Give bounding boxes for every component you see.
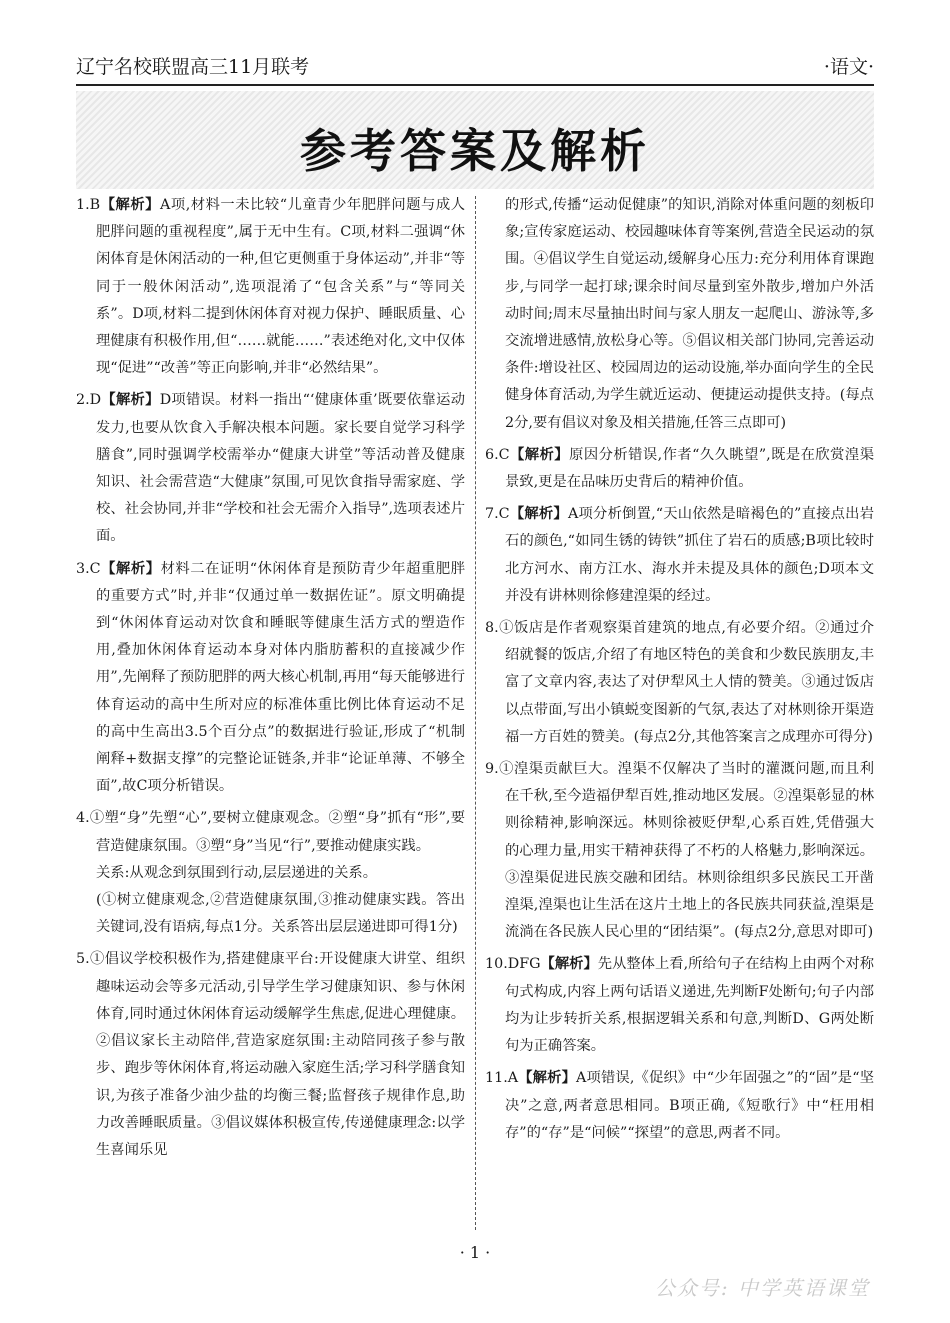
answer-item-5-continued: 的形式,传播“运动促健康”的知识,消除对体重问题的刻板印象;宣传家庭运动、校园趣味体育等案例,营造全民运动的氛围。④倡议学生自觉运动,缓解身心压力:充分利用体育课跑步,与同学一起打球;课余时间尽量到室外散步,增加户外活动时间;周末尽量抽出时间与家人朋友一起爬山、游泳等,多交流增进感情,放松身心等。⑤倡议相关部门协同,完善运动条件:增设社区、校园周边的运动设施,举办面向学生的全民健身体育活动,为学生就近运动、便捷运动提供支持。(每点2分,要有倡议对象及相关措施,任答三点即可) xyxy=(505,197,874,431)
answer-number: 4. xyxy=(76,810,90,827)
analysis-tag: 【解析】 xyxy=(100,560,161,577)
answer-item-2 xyxy=(76,387,465,550)
column-divider xyxy=(475,196,476,1230)
answer-number: 9. xyxy=(485,761,499,778)
exam-title: 辽宁名校联盟高三11月联考 xyxy=(76,56,310,78)
page-header xyxy=(76,50,874,86)
answer-item-1 xyxy=(76,192,465,382)
answer-item-9 xyxy=(485,756,874,946)
analysis-tag: 【解析】 xyxy=(540,956,598,973)
answer-text: D项错误。材料一指出“‘健康体重’既要依靠运动发力,也要从饮食入手解决根本问题。家长要自觉学习科学膳食”,同时强调学校需举办“健康大讲堂”等活动普及健康知识、社会需营造“大健康”氛围,可见饮食指导需家庭、学校、社会协同,并非“学校和社会无需介入指导”,选项表述片面。 xyxy=(96,392,466,545)
answer-item-11 xyxy=(485,1065,874,1147)
subject-label: ·语文· xyxy=(823,56,874,78)
analysis-tag: 【解析】 xyxy=(509,446,570,463)
analysis-tag: 【解析】 xyxy=(509,506,568,523)
answer-item-10 xyxy=(485,951,874,1060)
answer-text: A项分析倒置,“天山依然是暗褐色的”直接点出岩石的颜色,“如同生锈的铸铁”抓住了岩石的质感;B项比较时北方河水、南方江水、海水并未提及具体的颜色;D项本文并没有讲林则徐修建湟渠的经过。 xyxy=(505,506,874,604)
answer-text: A项,材料一未比较“儿童青少年肥胖问题与成人肥胖问题的重视程度”,属于无中生有。C项,材料二强调“休闲体育是休闲活动的一种,但它更侧重于身体运动”,并非“等同于一般休闲活动”,选项混淆了“包含关系”与“等同关系”。D项,材料二提到休闲体育对视力保护、睡眠质量、心理健康有积极作用,但“……就能……”表述绝对化,文中仅体现“促进”“改善”等正向影响,并非“必然结果”。 xyxy=(96,197,466,377)
title-banner xyxy=(76,91,874,189)
answer-number: 1.B xyxy=(76,197,101,213)
answer-item-5 xyxy=(76,946,465,1164)
answer-number: 11.A xyxy=(485,1070,519,1087)
answer-number: 2.D xyxy=(76,392,102,409)
right-column xyxy=(485,192,874,1152)
answer-text: A项错误,《促织》中“少年固强之”的“固”是“坚决”之意,两者意思相同。B项正确,《短歌行》中“枉用相存”的“存”是“问候”“探望”的意思,两者不同。 xyxy=(505,1070,874,1141)
answer-text: ①塑“身”先塑“心”,要树立健康观念。②塑“身”抓有“形”,要营造健康氛围。③塑“身”当见“行”,要推动健康实践。 xyxy=(89,810,465,854)
answer-relation: 关系:从观念到氛围到行动,层层递进的关系。 xyxy=(96,864,378,881)
answer-text: 先从整体上看,所给句子在结构上由两个对称句式构成,内容上两句话语义递进,先判断F处断句;句子内部均为让步转折关系,根据逻辑关系和句意,判断D、G两处断句为正确答案。 xyxy=(505,956,875,1055)
answer-number: 5. xyxy=(76,951,90,968)
answer-item-7 xyxy=(485,501,874,610)
answer-item-6 xyxy=(485,442,874,496)
analysis-tag: 【解析】 xyxy=(101,392,160,409)
answer-number: 8. xyxy=(485,620,499,637)
answer-item-4 xyxy=(76,805,465,941)
analysis-tag: 【解析】 xyxy=(100,197,161,213)
answer-number: 6.C xyxy=(485,446,510,463)
answer-text: ①饭店是作者观察渠首建筑的地点,有必要介绍。②通过介绍就餐的饭店,介绍了有地区特色的美食和少数民族朋友,丰富了文章内容,表达了对伊犁风土人情的赞美。③通过饭店以点带面,写出小镇蜕变图新的气氛,表达了对林则徐开渠造福一方百姓的赞美。(每点2分,其他答案言之成理亦可得分) xyxy=(498,620,874,745)
page-number: · 1 · xyxy=(459,1243,491,1262)
answer-number: 7.C xyxy=(485,506,510,523)
answer-text: ①倡议学校积极作为,搭建健康平台:开设健康大讲堂、组织趣味运动会等多元活动,引导学生学习健康知识、参与休闲体育,同时通过休闲体育运动缓解学生焦虑,促进心理健康。②倡议家长主动陪伴,营造家庭氛围:主动陪同孩子参与散步、跑步等休闲体育,将运动融入家庭生活;学习科学膳食知识,为孩子准备少油少盐的均衡三餐;监督孩子规律作息,助力改善睡眠质量。③倡议媒体积极宣传,传递健康理念:以学生喜闻乐见 xyxy=(89,951,465,1158)
page-title: 参考答案及解析 xyxy=(300,124,650,178)
watermark-text: 公众号: 中学英语课堂 xyxy=(654,1276,870,1300)
answer-number: 10.DFG xyxy=(485,956,541,973)
answer-item-3 xyxy=(76,556,465,801)
answer-text: 原因分析错误,作者“久久眺望”,既是在欣赏湟渠景致,更是在品味历史背后的精神价值。 xyxy=(505,446,874,491)
answer-text: 材料二在证明“休闲体育是预防青少年超重肥胖的重要方式”时,并非“仅通过单一数据佐证”。原文明确提到“休闲体育运动对饮食和睡眠等健康生活方式的塑造作用,叠加休闲体育运动本身对体内脂肪蓄积的直接减少作用”,先阐释了预防肥胖的两大核心机制,再用“每天能够进行体育运动的高中生所对应的标准体重比例比体育运动不足的高中生高出3.5个百分点”的数据进行验证,形成了“机制阐释+数据支撑”的完整论证链条,并非“论证单薄、不够全面”,故C项分析错误。 xyxy=(96,560,465,795)
answer-item-8 xyxy=(485,615,874,751)
left-column xyxy=(76,192,465,1169)
scoring-note: (①树立健康观念,②营造健康氛围,③推动健康实践。答出关键词,没有语病,每点1分。关系答出层层递进即可得1分) xyxy=(96,892,465,936)
answer-text: ①湟渠贡献巨大。湟渠不仅解决了当时的灌溉问题,而且利在千秋,至今造福伊犁百姓,推动地区发展。②湟渠彰显的林则徐精神,影响深远。林则徐被贬伊犁,心系百姓,凭借强大的心理力量,用实干精神获得了不朽的人格魅力,影响深远。③湟渠促进民族交融和团结。林则徐组织多民族民工开凿湟渠,湟渠也让生活在这片土地上的各民族共同获益,湟渠是流淌在各民族人民心里的“团结渠”。(每点2分,意思对即可) xyxy=(498,761,874,941)
answer-number: 3.C xyxy=(76,560,101,577)
analysis-tag: 【解析】 xyxy=(518,1070,577,1087)
